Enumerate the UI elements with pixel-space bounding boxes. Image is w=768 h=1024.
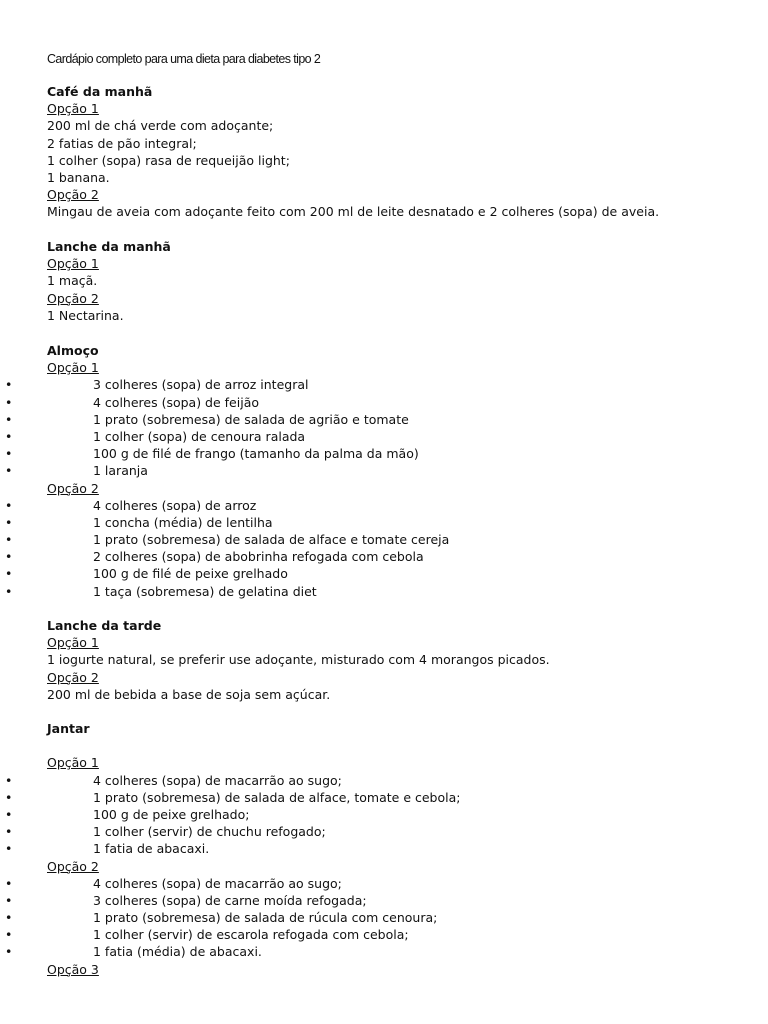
section-lanche-da-manha <box>47 238 747 324</box>
menu-line: 1 banana. <box>47 169 110 185</box>
bullet-marker: • <box>5 428 13 444</box>
bullet-marker: • <box>5 806 13 822</box>
list-item <box>5 772 747 789</box>
list-item-text: 1 fatia (média) de abacaxi. <box>93 944 262 960</box>
bullet-marker: • <box>5 514 13 530</box>
menu-line: 2 fatias de pão integral; <box>47 135 197 151</box>
list-item-text: 1 laranja <box>93 463 148 479</box>
list-item <box>5 926 747 943</box>
list-item-text: 1 taça (sobremesa) de gelatina diet <box>93 583 317 599</box>
list-item-text: 100 g de peixe grelhado; <box>93 806 250 822</box>
option-label: Opção 2 <box>47 858 99 874</box>
list-item <box>5 514 747 531</box>
section-heading: Café da manhã <box>47 84 153 99</box>
section-lanche-da-tarde <box>47 617 747 703</box>
list-item-text: 1 concha (média) de lentilha <box>93 514 273 530</box>
bullet-marker: • <box>5 446 13 462</box>
list-item <box>5 806 747 823</box>
list-item-text: 2 colheres (sopa) de abobrinha refogada com cebola <box>93 549 424 565</box>
menu-line: Mingau de aveia com adoçante feito com 200 ml de leite desnatado e 2 colheres (sopa) de aveia. <box>47 204 660 220</box>
menu-line: 1 Nectarina. <box>47 307 124 323</box>
list-item <box>5 411 747 428</box>
option-label: Opção 2 <box>47 480 99 496</box>
bullet-marker: • <box>5 824 13 840</box>
list-item-text: 1 prato (sobremesa) de salada de alface e tomate cereja <box>93 532 450 548</box>
list-item <box>5 943 747 960</box>
list-item-text: 1 prato (sobremesa) de salada de rúcula com cenoura; <box>93 910 438 926</box>
option-label: Opção 1 <box>47 256 99 272</box>
bullet-marker: • <box>5 411 13 427</box>
list-item <box>5 497 747 514</box>
section-heading: Almoço <box>47 343 99 358</box>
list-item <box>5 376 747 393</box>
section-heading: Jantar <box>47 721 90 736</box>
option-label: Opção 2 <box>47 290 99 306</box>
option-label: Opção 3 <box>47 961 99 977</box>
option-label: Opção 1 <box>47 360 99 376</box>
list-item <box>5 394 747 411</box>
section-almoco <box>5 342 747 600</box>
list-item-text: 1 prato (sobremesa) de salada de agrião e tomate <box>93 411 409 427</box>
list-item-text: 4 colheres (sopa) de arroz <box>93 497 257 513</box>
list-item <box>5 445 747 462</box>
option-label: Opção 1 <box>47 635 99 651</box>
section-heading: Lanche da tarde <box>47 618 162 633</box>
bullet-marker: • <box>5 892 13 908</box>
menu-line: 1 colher (sopa) rasa de requeijão light; <box>47 152 290 168</box>
list-item-text: 1 colher (servir) de chuchu refogado; <box>93 824 326 840</box>
menu-line: 200 ml de bebida a base de soja sem açúcar. <box>47 686 331 702</box>
list-item <box>5 909 747 926</box>
option-label: Opção 1 <box>47 755 99 771</box>
bullet-marker: • <box>5 789 13 805</box>
list-item-text: 1 prato (sobremesa) de salada de alface, tomate e cebola; <box>93 789 461 805</box>
list-item-text: 4 colheres (sopa) de feijão <box>93 394 259 410</box>
section-cafe-da-manha <box>47 83 747 221</box>
list-item <box>5 531 747 548</box>
bullet-marker: • <box>5 497 13 513</box>
list-item <box>5 892 747 909</box>
bullet-marker: • <box>5 583 13 599</box>
list-item-text: 100 g de filé de peixe grelhado <box>93 566 288 582</box>
menu-line: 1 maçã. <box>47 273 98 289</box>
list-item-text: 1 colher (sopa) de cenoura ralada <box>93 428 306 444</box>
bullet-marker: • <box>5 841 13 857</box>
option-label: Opção 1 <box>47 101 99 117</box>
bullet-marker: • <box>5 394 13 410</box>
bullet-marker: • <box>5 549 13 565</box>
list-item-text: 1 colher (servir) de escarola refogada com cebola; <box>93 927 409 943</box>
menu-line: 200 ml de chá verde com adoçante; <box>47 118 274 134</box>
bullet-marker: • <box>5 927 13 943</box>
list-item-text: 4 colheres (sopa) de macarrão ao sugo; <box>93 875 342 891</box>
list-item <box>5 428 747 445</box>
bullet-marker: • <box>5 772 13 788</box>
list-item-text: 3 colheres (sopa) de arroz integral <box>93 377 309 393</box>
list-item-text: 4 colheres (sopa) de macarrão ao sugo; <box>93 772 342 788</box>
list-item-text: 1 fatia de abacaxi. <box>93 841 210 857</box>
list-item <box>5 875 747 892</box>
list-item <box>5 548 747 565</box>
bullet-marker: • <box>5 463 13 479</box>
menu-line: 1 iogurte natural, se preferir use adoçante, misturado com 4 morangos picados. <box>47 652 550 668</box>
list-item <box>5 823 747 840</box>
bullet-marker: • <box>5 566 13 582</box>
blank-line <box>47 737 747 754</box>
bullet-marker: • <box>5 944 13 960</box>
option-label: Opção 2 <box>47 669 99 685</box>
list-item-text: 100 g de filé de frango (tamanho da palma da mão) <box>93 446 419 462</box>
section-jantar <box>5 720 747 978</box>
bullet-marker: • <box>5 532 13 548</box>
section-heading: Lanche da manhã <box>47 239 171 254</box>
list-item <box>5 565 747 582</box>
list-item <box>5 462 747 479</box>
option-label: Opção 2 <box>47 187 99 203</box>
list-item <box>5 840 747 857</box>
document-title: Cardápio completo para uma dieta para diabetes tipo 2 <box>47 52 321 66</box>
list-item-text: 3 colheres (sopa) de carne moída refogada; <box>93 892 367 908</box>
list-item <box>5 583 747 600</box>
bullet-marker: • <box>5 377 13 393</box>
bullet-marker: • <box>5 875 13 891</box>
list-item <box>5 789 747 806</box>
bullet-marker: • <box>5 910 13 926</box>
